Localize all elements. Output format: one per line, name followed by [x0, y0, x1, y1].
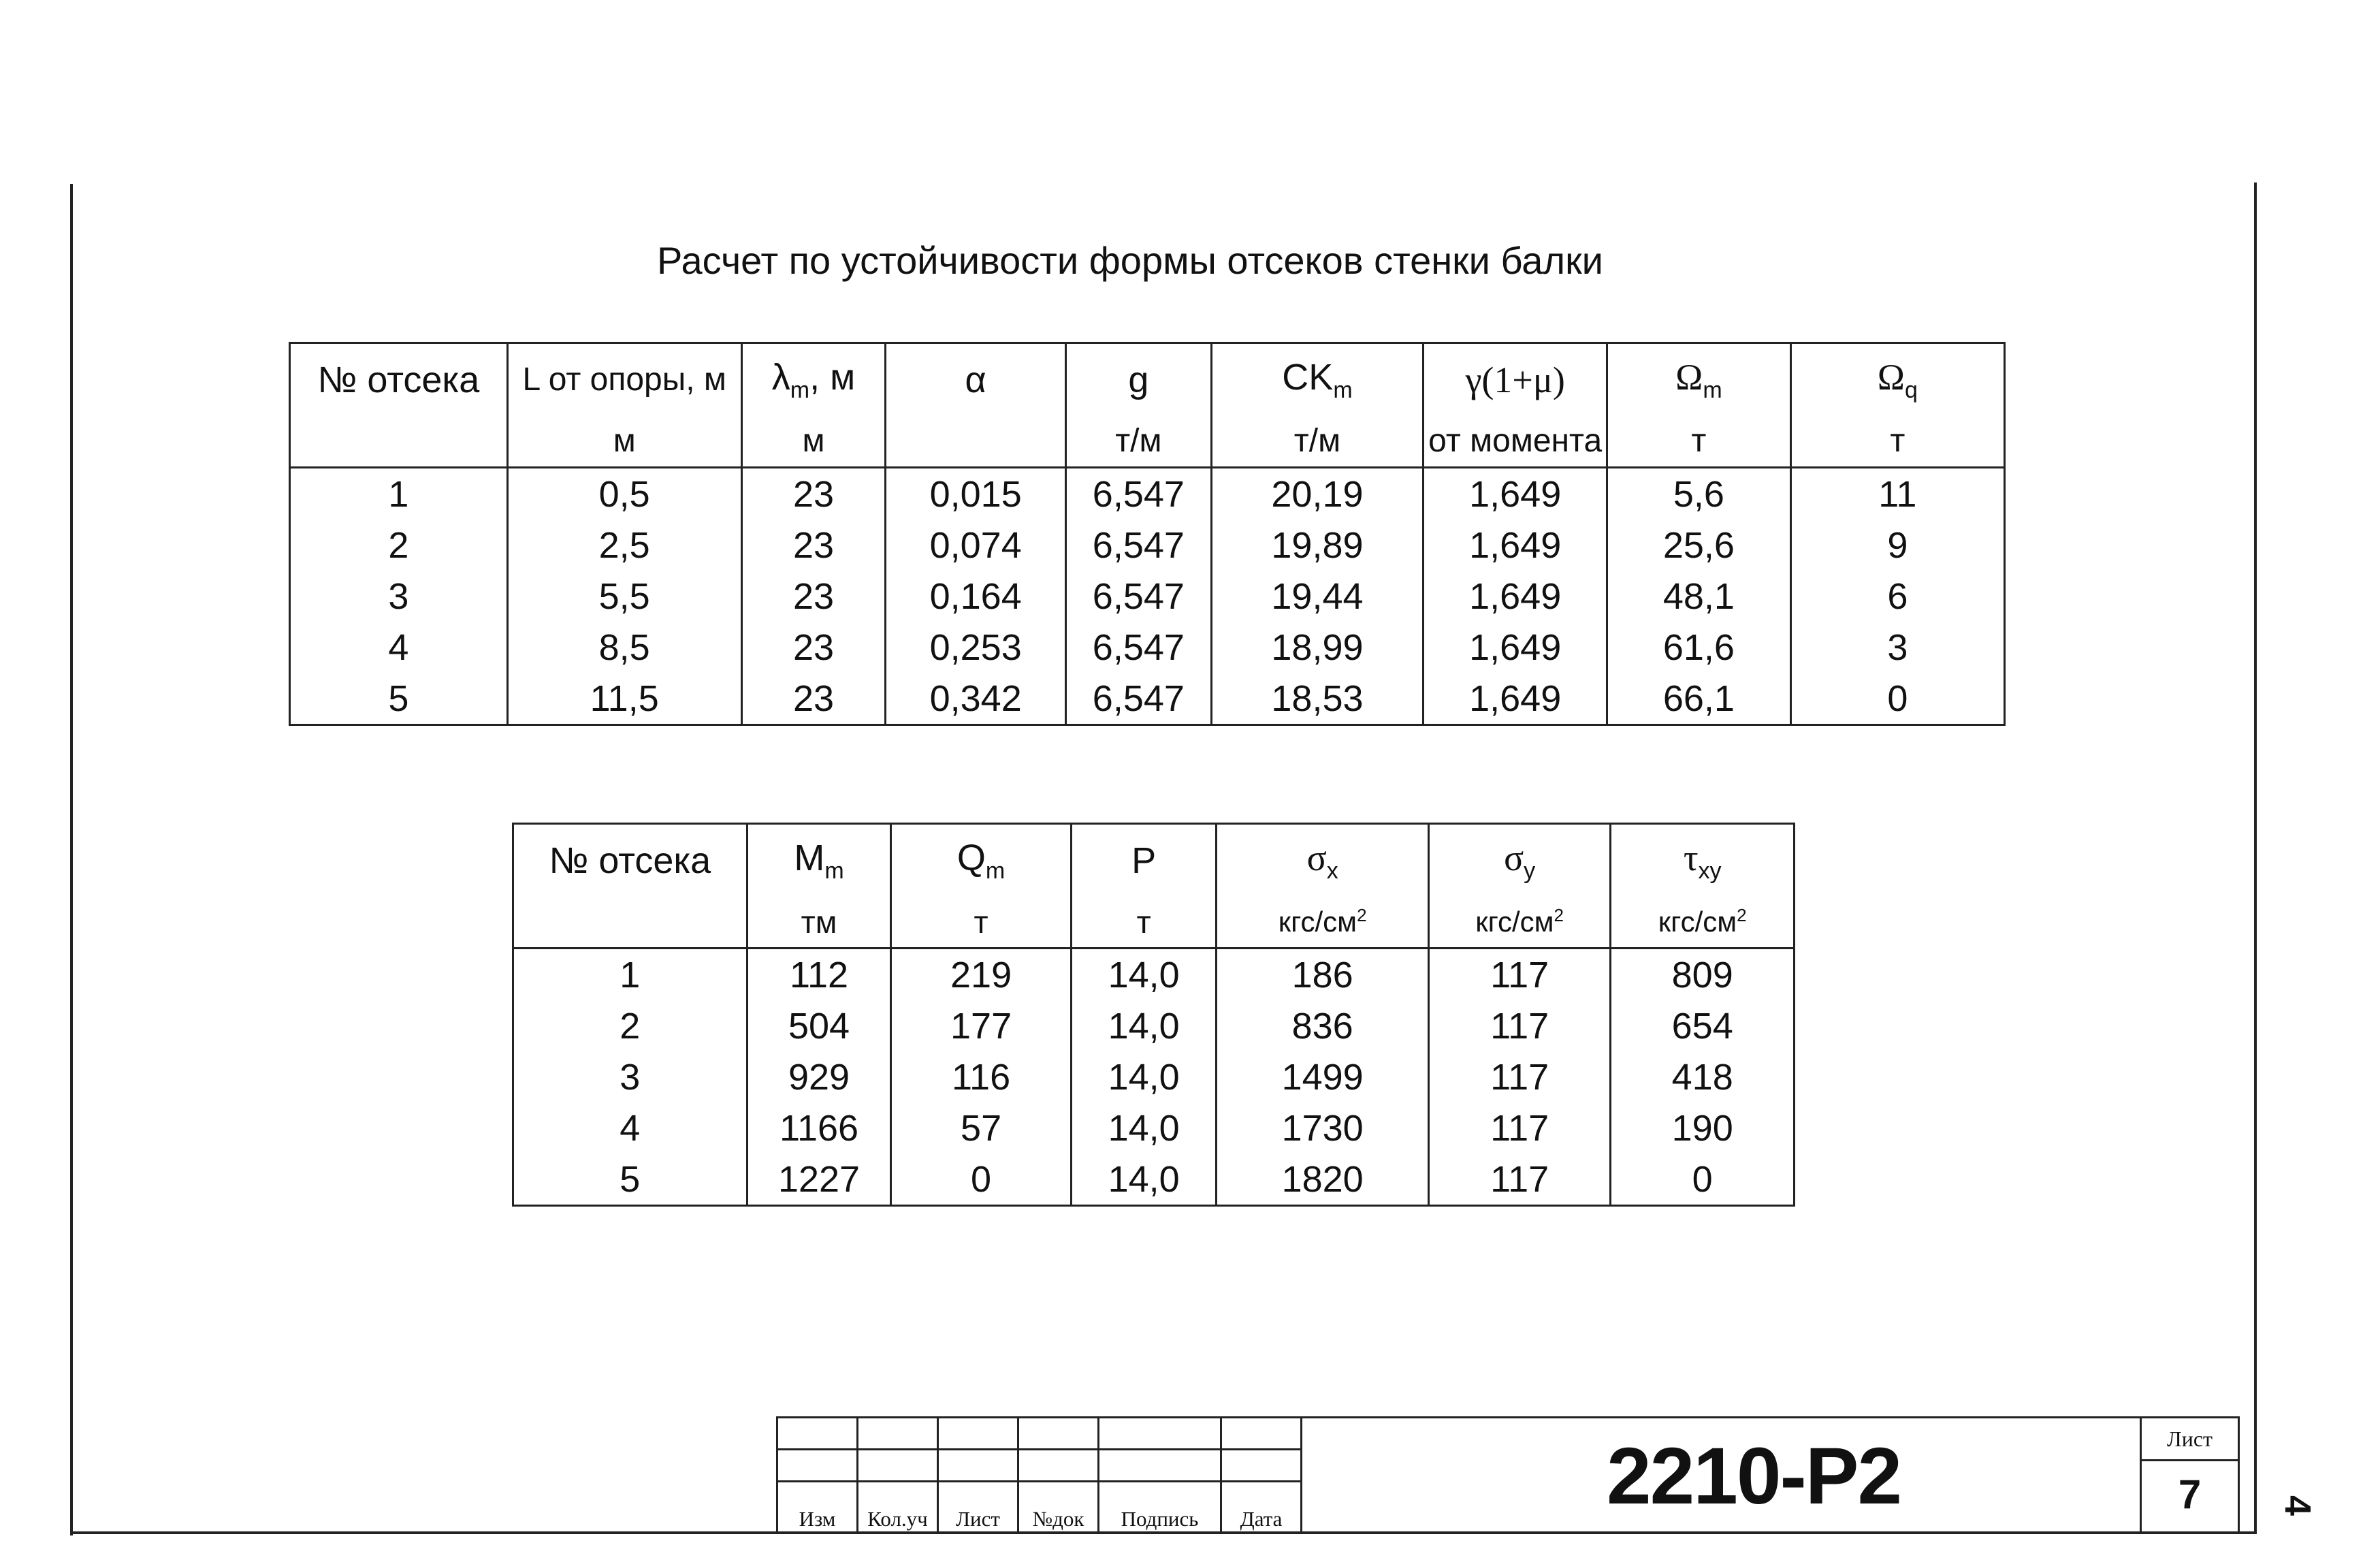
table-cell: 14,0 [1071, 1153, 1217, 1206]
t2-col-q: $Q_m$ [891, 824, 1071, 897]
table-row [290, 468, 2005, 520]
t2-unit-sigma-y: кгс/$см^2$ [1428, 896, 1611, 949]
table-cell: 1,649 [1424, 673, 1607, 725]
table-cell: 5 [513, 1153, 747, 1206]
title-block [776, 1416, 2240, 1534]
table-row [513, 1000, 1795, 1051]
table-cell: 1,649 [1424, 622, 1607, 673]
t1-unit-omega-m: т [1607, 415, 1791, 468]
stamp-label-izm: Изм [778, 1482, 858, 1534]
stability-table [289, 342, 2006, 726]
table-cell: 2 [290, 520, 508, 571]
table-cell: 809 [1611, 949, 1795, 1001]
rev-cell [939, 1450, 1019, 1482]
table-cell: 1,649 [1424, 571, 1607, 622]
rev-cell [1222, 1450, 1302, 1482]
table-cell: 6,547 [1065, 673, 1211, 725]
t1-unit-gamma: от момента [1424, 415, 1607, 468]
table-cell: 5 [290, 673, 508, 725]
table-cell: 23 [741, 468, 886, 520]
table-cell: 19,44 [1211, 571, 1423, 622]
rev-cell [1019, 1418, 1099, 1450]
t1-col-L: L от опоры, м [507, 343, 741, 416]
t2-unit-m: тм [747, 896, 891, 949]
table-cell: 654 [1611, 1000, 1795, 1051]
table-cell: 2,5 [507, 520, 741, 571]
stamp-label-koluch: Кол.уч [858, 1482, 939, 1534]
stamp-label-podpis: Подпись [1099, 1482, 1222, 1534]
t2-col-p: P [1071, 824, 1217, 897]
table-cell: 504 [747, 1000, 891, 1051]
t1-unit-omega-q: т [1790, 415, 2004, 468]
t2-col-sigma-x: $\sigma_x$ [1217, 824, 1428, 897]
table-cell: 1499 [1217, 1051, 1428, 1102]
table-cell: 3 [513, 1051, 747, 1102]
document-code: 2210-Р2 [1607, 1431, 1901, 1521]
rev-cell [1099, 1418, 1222, 1450]
rev-cell [858, 1450, 939, 1482]
t2-col-tau-xy: $\tau_{xy}$ [1611, 824, 1795, 897]
table-cell: 14,0 [1071, 1102, 1217, 1153]
table-cell: 4 [290, 622, 508, 673]
table-cell: 0 [1611, 1153, 1795, 1206]
table-cell: 117 [1428, 1102, 1611, 1153]
rev-cell [778, 1450, 858, 1482]
table2-body [513, 949, 1795, 1206]
t1-unit-ck: т/м [1211, 415, 1423, 468]
table-row [513, 949, 1795, 1001]
t1-unit-g: т/м [1065, 415, 1211, 468]
table-cell: 23 [741, 622, 886, 673]
table-cell: 6,547 [1065, 571, 1211, 622]
table-cell: 1166 [747, 1102, 891, 1153]
table-cell: 48,1 [1607, 571, 1791, 622]
table-cell: 0 [891, 1153, 1071, 1206]
table-cell: 836 [1217, 1000, 1428, 1051]
t1-col-otsek: № отсека [290, 343, 508, 416]
stress-table [512, 823, 1795, 1207]
table-cell: 23 [741, 571, 886, 622]
table-cell: 117 [1428, 1051, 1611, 1102]
stamp-label-data: Дата [1222, 1482, 1302, 1534]
table-cell: 1730 [1217, 1102, 1428, 1153]
t1-col-omega-q: $\Omega_q$ [1790, 343, 2004, 416]
stamp-label-list: Лист [939, 1482, 1019, 1534]
table1-header-units [290, 415, 2005, 468]
table-cell: 19,89 [1211, 520, 1423, 571]
table-cell: 0,253 [886, 622, 1066, 673]
t2-col-sigma-y: $\sigma_y$ [1428, 824, 1611, 897]
table-cell: 11 [1790, 468, 2004, 520]
revision-grid [778, 1418, 1302, 1534]
rev-cell [1222, 1418, 1302, 1450]
table-cell: 1227 [747, 1153, 891, 1206]
sheet-label: Лист [2142, 1418, 2238, 1461]
table-cell: 112 [747, 949, 891, 1001]
table-cell: 929 [747, 1051, 891, 1102]
table-cell: 190 [1611, 1102, 1795, 1153]
table-cell: 0,015 [886, 468, 1066, 520]
sheet-number: 7 [2178, 1471, 2202, 1517]
table-row [290, 673, 2005, 725]
table-cell: 3 [290, 571, 508, 622]
sheet-box [2140, 1418, 2238, 1534]
table-row [513, 1051, 1795, 1102]
table-cell: 5,5 [507, 571, 741, 622]
table-cell: 1 [513, 949, 747, 1001]
table-cell: 0,5 [507, 468, 741, 520]
table1-header-names [290, 343, 2005, 416]
table-cell: 14,0 [1071, 949, 1217, 1001]
table-cell: 0,342 [886, 673, 1066, 725]
table-cell: 1 [290, 468, 508, 520]
corner-mark: 4 [2277, 1495, 2319, 1516]
table1-body [290, 468, 2005, 725]
table-cell: 14,0 [1071, 1000, 1217, 1051]
table-cell: 6 [1790, 571, 2004, 622]
t1-col-omega-m: $\Omega_m$ [1607, 343, 1791, 416]
table2-header-names [513, 824, 1795, 897]
table-row [290, 571, 2005, 622]
frame-right-border [2254, 182, 2257, 1534]
table-cell: 66,1 [1607, 673, 1791, 725]
table-row [290, 622, 2005, 673]
page-title: Расчет по устойчивости формы отсеков стенки балки [657, 239, 1603, 282]
table-row [513, 1153, 1795, 1206]
t1-col-g: g [1065, 343, 1211, 416]
table-cell: 0,074 [886, 520, 1066, 571]
t2-unit-p: т [1071, 896, 1217, 949]
table-cell: 186 [1217, 949, 1428, 1001]
t1-unit-alpha [886, 415, 1066, 468]
table-cell: 1820 [1217, 1153, 1428, 1206]
t1-col-ck: $CK_m$ [1211, 343, 1423, 416]
t1-col-lambda: $\lambda_m$, м [741, 343, 886, 416]
table-cell: 0 [1790, 673, 2004, 725]
t1-unit-lambda: м [741, 415, 886, 468]
table-cell: 23 [741, 520, 886, 571]
table-cell: 6,547 [1065, 520, 1211, 571]
table-cell: 18,53 [1211, 673, 1423, 725]
table-cell: 2 [513, 1000, 747, 1051]
table-cell: 11,5 [507, 673, 741, 725]
t2-col-otsek: № отсека [513, 824, 747, 897]
table-cell: 23 [741, 673, 886, 725]
rev-cell [858, 1418, 939, 1450]
t1-unit-L: м [507, 415, 741, 468]
frame-left-border [70, 184, 73, 1535]
table-row [513, 1102, 1795, 1153]
table-cell: 6,547 [1065, 622, 1211, 673]
table-cell: 418 [1611, 1051, 1795, 1102]
t2-unit-sigma-x: кгс/$см^2$ [1217, 896, 1428, 949]
table-cell: 18,99 [1211, 622, 1423, 673]
rev-cell [1019, 1450, 1099, 1482]
t2-unit-otsek [513, 896, 747, 949]
table-cell: 9 [1790, 520, 2004, 571]
table-cell: 14,0 [1071, 1051, 1217, 1102]
table-cell: 6,547 [1065, 468, 1211, 520]
table-cell: 57 [891, 1102, 1071, 1153]
table-cell: 1,649 [1424, 468, 1607, 520]
t1-col-gamma: γ(1+μ) [1424, 343, 1607, 416]
table-cell: 117 [1428, 1000, 1611, 1051]
table-cell: 0,164 [886, 571, 1066, 622]
table-cell: 117 [1428, 1153, 1611, 1206]
table-cell: 116 [891, 1051, 1071, 1102]
table2-header-units [513, 896, 1795, 949]
rev-cell [778, 1418, 858, 1450]
stamp-label-ndok: №док [1019, 1482, 1099, 1534]
t1-unit-otsek [290, 415, 508, 468]
t1-col-alpha: α [886, 343, 1066, 416]
t2-col-m: $M_m$ [747, 824, 891, 897]
rev-cell [1099, 1450, 1222, 1482]
table-cell: 1,649 [1424, 520, 1607, 571]
table-cell: 117 [1428, 949, 1611, 1001]
table-cell: 3 [1790, 622, 2004, 673]
table-cell: 4 [513, 1102, 747, 1153]
table-cell: 61,6 [1607, 622, 1791, 673]
table-cell: 5,6 [1607, 468, 1791, 520]
t2-unit-q: т [891, 896, 1071, 949]
t2-unit-tau-xy: кгс/$см^2$ [1611, 896, 1795, 949]
table-cell: 25,6 [1607, 520, 1791, 571]
table-row [290, 520, 2005, 571]
rev-cell [939, 1418, 1019, 1450]
table-cell: 177 [891, 1000, 1071, 1051]
table-cell: 8,5 [507, 622, 741, 673]
table-cell: 20,19 [1211, 468, 1423, 520]
table-cell: 219 [891, 949, 1071, 1001]
